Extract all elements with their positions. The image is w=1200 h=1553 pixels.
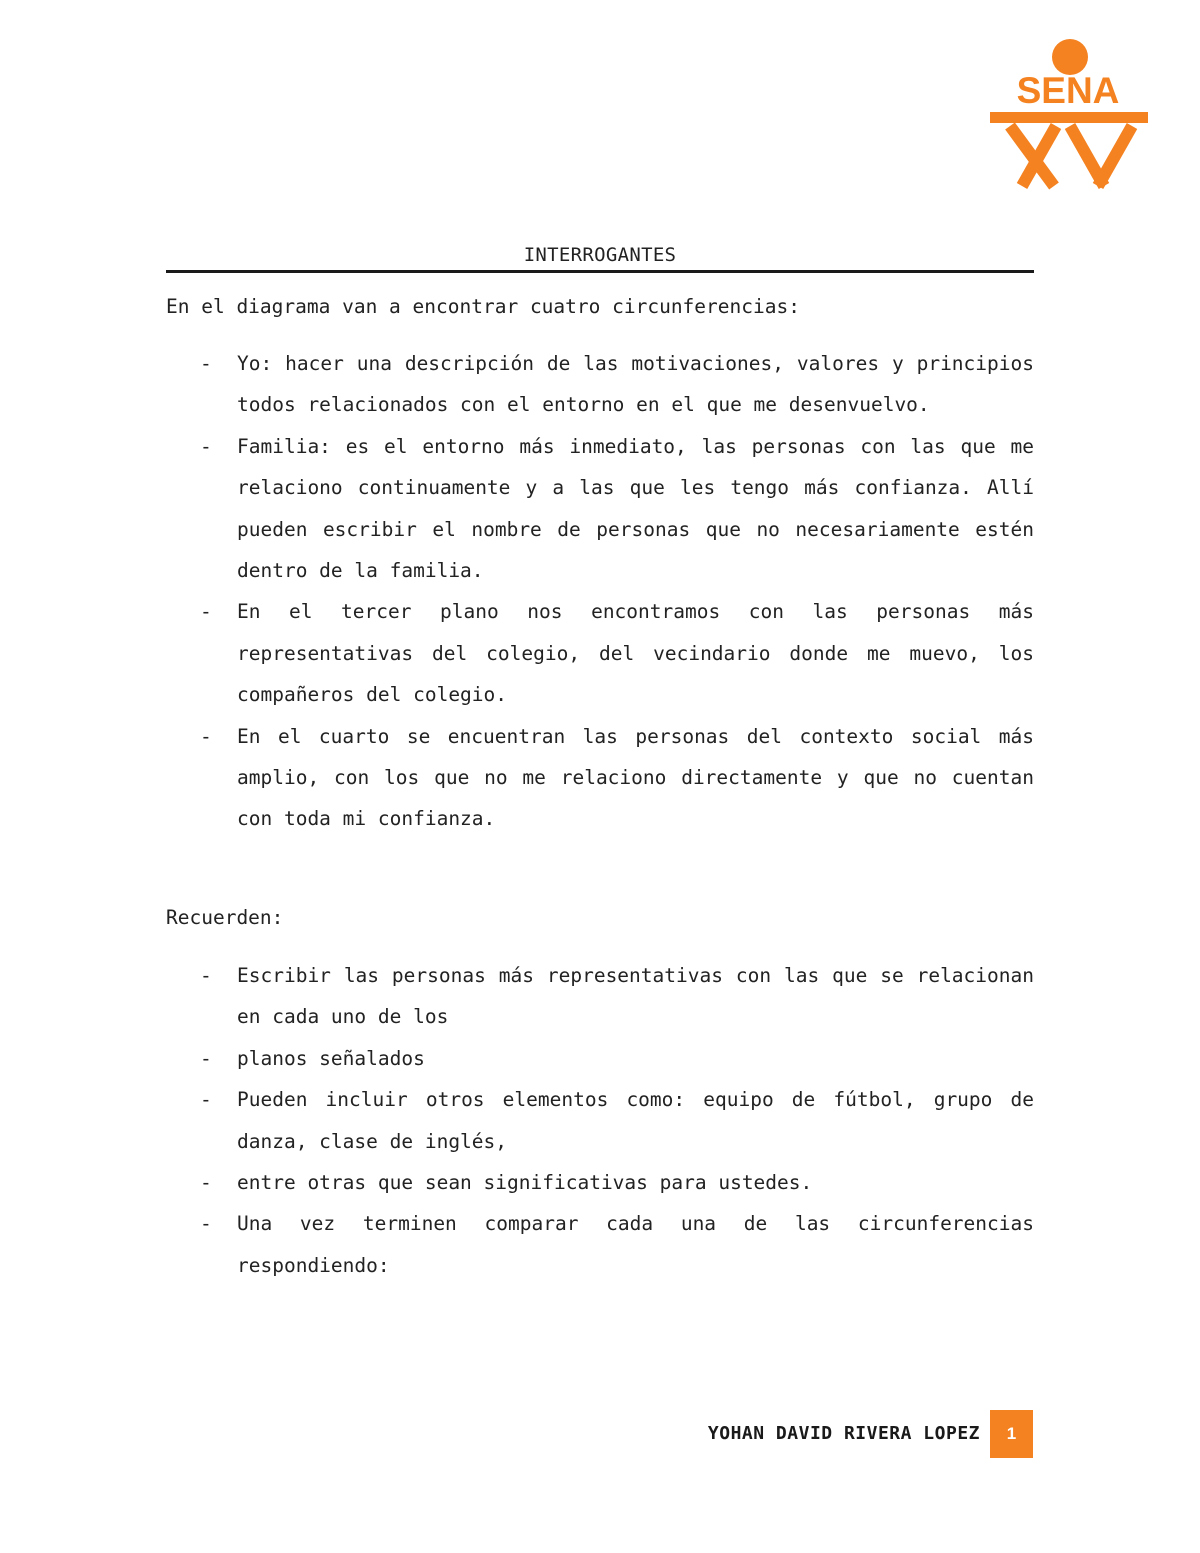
- reminder-heading: Recuerden:: [166, 906, 284, 929]
- list-item: [166, 591, 1034, 715]
- bullet-dash: -: [200, 1171, 212, 1195]
- list-item-text: planos señalados: [237, 1046, 425, 1070]
- list-item: [166, 716, 1034, 840]
- list-item-text: Yo: hacer una descripción de las motivaciones, valores y principios todos relacionados con el entorno en el que me desenvuelvo.: [237, 352, 1034, 417]
- bullet-dash: -: [200, 1046, 212, 1070]
- bullet-dash: -: [200, 724, 212, 748]
- list-item-text: Pueden incluir otros elementos como: equipo de fútbol, grupo de danza, clase de inglés,: [237, 1088, 1034, 1153]
- bullet-dash: -: [200, 1088, 212, 1112]
- list-item: [166, 426, 1034, 592]
- list-item: [166, 1162, 1034, 1203]
- intro-paragraph: En el diagrama van a encontrar cuatro circunferencias:: [166, 295, 800, 318]
- page-number: 1: [1006, 1424, 1017, 1443]
- logo-text: SENA: [1016, 70, 1120, 111]
- circles-list: [166, 343, 1034, 840]
- list-item-text: Familia: es el entorno más inmediato, las personas con las que me relaciono continuamente y a las que les tengo más confianza. Allí pueden escribir el nombre de personas que no necesariamente estén dentro de la familia.: [237, 434, 1034, 583]
- list-item-text: Escribir las personas más representativas con las que se relacionan en cada uno de los: [237, 964, 1034, 1029]
- list-item-text: entre otras que sean significativas para ustedes.: [237, 1171, 813, 1195]
- list-item: [166, 1038, 1034, 1079]
- reminders-list: [166, 955, 1034, 1286]
- page-number-badge: [990, 1410, 1033, 1458]
- title-divider: [166, 270, 1034, 273]
- footer-author: YOHAN DAVID RIVERA LOPEZ: [707, 1423, 980, 1444]
- list-item-text: Una vez terminen comparar cada una de las circunferencias respondiendo:: [237, 1212, 1034, 1277]
- bullet-dash: -: [200, 352, 212, 375]
- list-item-text: En el cuarto se encuentran las personas del contexto social más amplio, con los que no me relaciono directamente y que no cuentan con toda mi confianza.: [237, 724, 1034, 831]
- list-item: [166, 1203, 1034, 1286]
- sena-logo-icon: [986, 36, 1150, 196]
- bullet-dash: -: [200, 964, 212, 987]
- bullet-dash: -: [200, 434, 212, 458]
- bullet-dash: -: [200, 1212, 212, 1236]
- list-item-text: En el tercer plano nos encontramos con las personas más representativas del colegio, del vecindario donde me muevo, los compañeros del colegio.: [237, 600, 1034, 707]
- document-title: INTERROGANTES: [523, 244, 677, 266]
- list-item: [166, 955, 1034, 1038]
- list-item: [166, 343, 1034, 426]
- list-item: [166, 1079, 1034, 1162]
- bullet-dash: -: [200, 600, 212, 624]
